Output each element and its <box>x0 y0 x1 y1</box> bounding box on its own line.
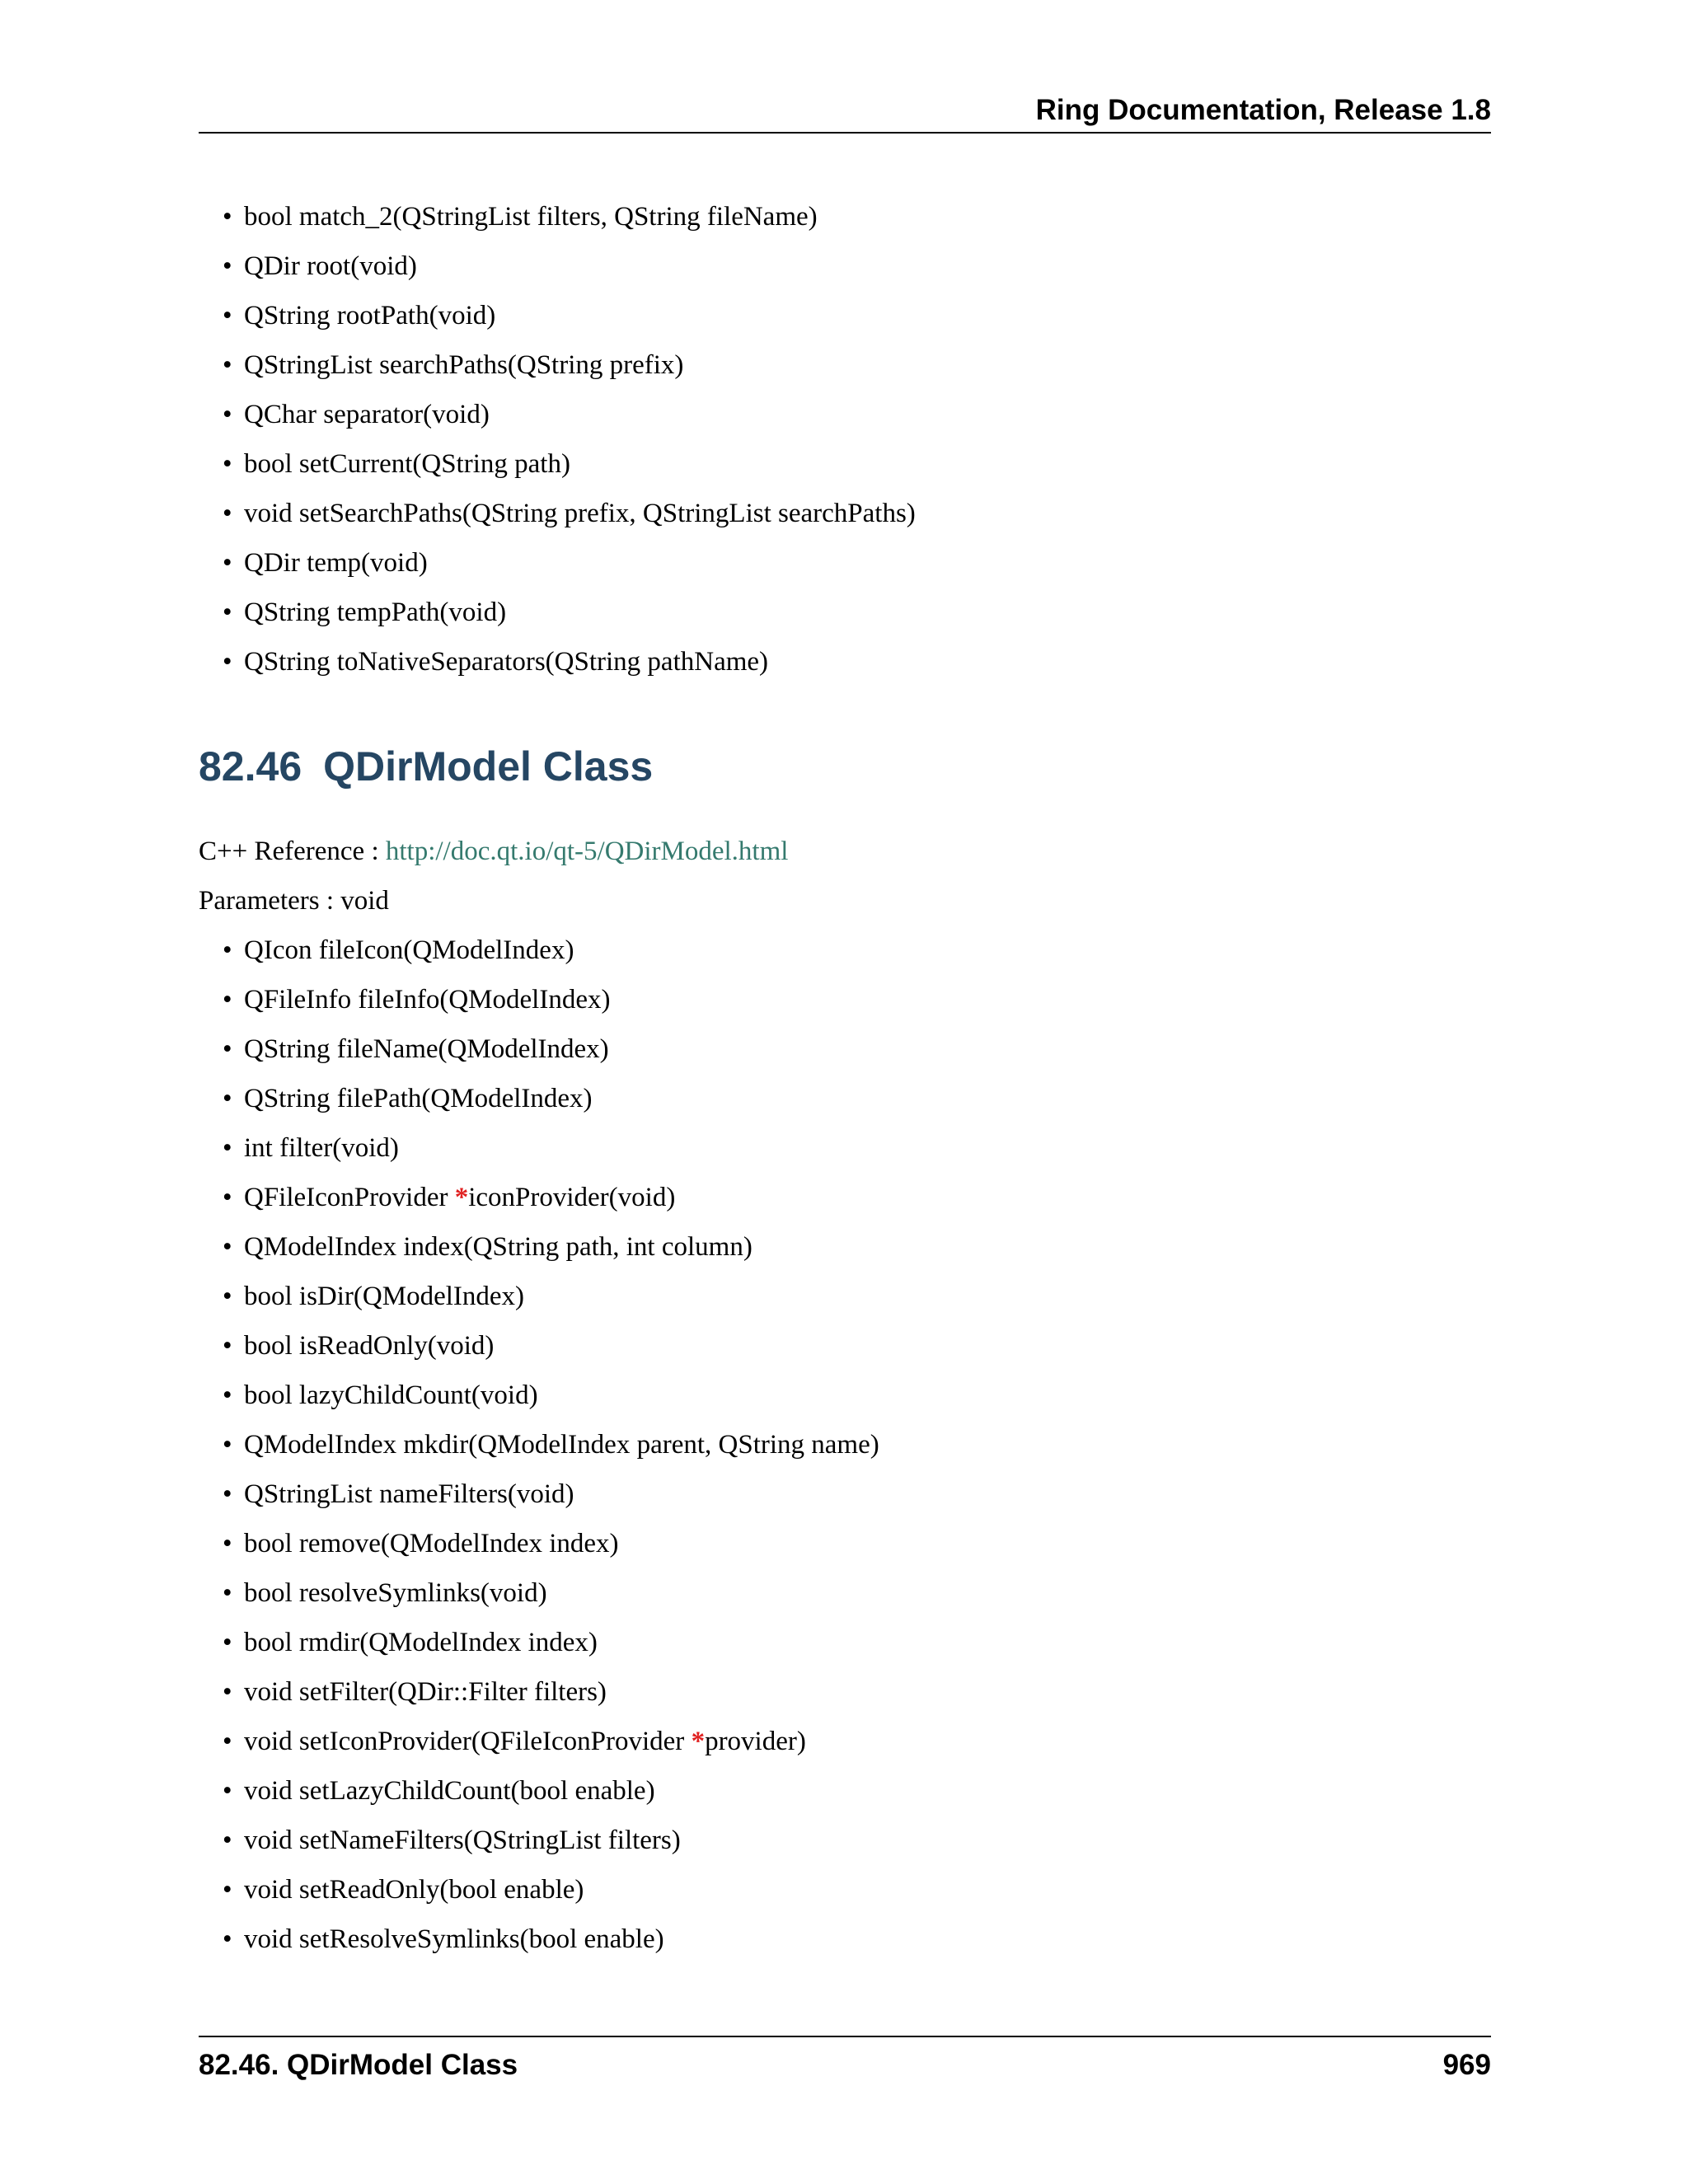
method-signature-part: iconProvider(void) <box>468 1183 676 1212</box>
cpp-reference <box>199 835 788 868</box>
bullet-icon: • <box>223 1331 232 1361</box>
bullet-icon: • <box>223 1875 232 1905</box>
list-item <box>223 645 916 695</box>
method-signature: int filter(void) <box>244 1133 399 1163</box>
method-signature: bool resolveSymlinks(void) <box>244 1578 547 1608</box>
method-signature: bool isDir(QModelIndex) <box>244 1282 525 1311</box>
method-signature: void setResolveSymlinks(bool enable) <box>244 1924 664 1954</box>
method-signature: QString toNativeSeparators(QString pathName) <box>244 647 769 677</box>
method-signature: void setFilter(QDir::Filter filters) <box>244 1677 607 1707</box>
method-signature: bool remove(QModelIndex index) <box>244 1529 619 1558</box>
method-signature-part: void setIconProvider(QFileIconProvider <box>244 1727 692 1756</box>
bullet-icon: • <box>223 1084 232 1113</box>
pointer-star: * <box>691 1727 706 1756</box>
list-item <box>223 398 916 448</box>
bullet-icon: • <box>223 1578 232 1608</box>
list-item <box>223 497 916 546</box>
bullet-icon: • <box>223 548 232 578</box>
list-item <box>223 1428 879 1478</box>
method-signature: QChar separator(void) <box>244 400 490 429</box>
bullet-icon: • <box>223 647 232 677</box>
bullet-icon: • <box>223 1380 232 1410</box>
list-item <box>223 1873 879 1923</box>
bullet-icon: • <box>223 1727 232 1756</box>
method-signature <box>244 1183 675 1212</box>
bullet-icon: • <box>223 1479 232 1509</box>
page-footer <box>199 2036 1491 2087</box>
method-signature: QString filePath(QModelIndex) <box>244 1084 593 1113</box>
list-item <box>223 1082 879 1132</box>
method-signature: QDir temp(void) <box>244 548 428 578</box>
method-signature: void setReadOnly(bool enable) <box>244 1875 584 1905</box>
list-item <box>223 1280 879 1329</box>
list-item <box>223 1577 879 1626</box>
document-title: Ring Documentation, Release 1.8 <box>1035 94 1491 126</box>
pointer-star: * <box>454 1183 469 1212</box>
method-signature: QModelIndex mkdir(QModelIndex parent, QString name) <box>244 1430 879 1460</box>
bullet-icon: • <box>223 1183 232 1212</box>
bullet-icon: • <box>223 1924 232 1954</box>
bullet-icon: • <box>223 1282 232 1311</box>
list-item <box>223 299 916 349</box>
section-title: QDirModel Class <box>323 743 654 790</box>
list-item <box>223 1774 879 1824</box>
method-signature: void setSearchPaths(QString prefix, QStringList searchPaths) <box>244 499 916 528</box>
method-signature: bool setCurrent(QString path) <box>244 449 570 479</box>
section-heading <box>199 742 653 791</box>
method-signature: QString rootPath(void) <box>244 301 496 330</box>
list-item <box>223 1230 879 1280</box>
method-signature: void setNameFilters(QStringList filters) <box>244 1825 681 1855</box>
list-item <box>223 1329 879 1379</box>
method-signature: bool isReadOnly(void) <box>244 1331 495 1361</box>
method-signature: void setLazyChildCount(bool enable) <box>244 1776 655 1806</box>
bullet-icon: • <box>223 1034 232 1064</box>
list-item <box>223 1033 879 1082</box>
section-number: 82.46 <box>199 743 302 790</box>
method-signature: QIcon fileIcon(QModelIndex) <box>244 935 574 965</box>
bullet-icon: • <box>223 1430 232 1460</box>
list-item <box>223 200 916 250</box>
cpp-reference-label: C++ Reference : <box>199 837 386 866</box>
method-signature <box>244 1727 806 1756</box>
list-item <box>223 983 879 1033</box>
method-signature-part: provider) <box>705 1727 806 1756</box>
method-signature: bool lazyChildCount(void) <box>244 1380 538 1410</box>
method-signature: QFileInfo fileInfo(QModelIndex) <box>244 985 611 1015</box>
bullet-icon: • <box>223 985 232 1015</box>
method-signature: bool match_2(QStringList filters, QString fileName) <box>244 202 818 232</box>
list-item <box>223 1379 879 1428</box>
bullet-icon: • <box>223 251 232 281</box>
method-signature: QString fileName(QModelIndex) <box>244 1034 609 1064</box>
bullet-icon: • <box>223 350 232 380</box>
list-item <box>223 1527 879 1577</box>
method-list-qdir <box>223 200 916 695</box>
list-item <box>223 349 916 398</box>
bullet-icon: • <box>223 202 232 232</box>
list-item <box>223 448 916 497</box>
bullet-icon: • <box>223 400 232 429</box>
list-item <box>223 1478 879 1527</box>
bullet-icon: • <box>223 598 232 627</box>
bullet-icon: • <box>223 1133 232 1163</box>
method-signature: QDir root(void) <box>244 251 417 281</box>
bullet-icon: • <box>223 1628 232 1657</box>
parameters-line: Parameters : void <box>199 886 389 916</box>
page-header <box>199 92 1491 134</box>
list-item <box>223 546 916 596</box>
list-item <box>223 934 879 983</box>
list-item <box>223 596 916 645</box>
method-signature: QString tempPath(void) <box>244 598 507 627</box>
list-item <box>223 1923 879 1972</box>
method-signature: QStringList nameFilters(void) <box>244 1479 574 1509</box>
bullet-icon: • <box>223 1825 232 1855</box>
bullet-icon: • <box>223 499 232 528</box>
list-item <box>223 250 916 299</box>
bullet-icon: • <box>223 1232 232 1262</box>
method-signature: QModelIndex index(QString path, int column) <box>244 1232 753 1262</box>
list-item <box>223 1675 879 1725</box>
cpp-reference-link[interactable]: http://doc.qt.io/qt-5/QDirModel.html <box>385 837 789 866</box>
bullet-icon: • <box>223 449 232 479</box>
list-item <box>223 1824 879 1873</box>
method-signature: QStringList searchPaths(QString prefix) <box>244 350 684 380</box>
bullet-icon: • <box>223 301 232 330</box>
footer-section-title: 82.46. QDirModel Class <box>199 2049 518 2081</box>
method-signature-part: QFileIconProvider <box>244 1183 455 1212</box>
bullet-icon: • <box>223 935 232 965</box>
list-item <box>223 1132 879 1181</box>
method-list-qdirmodel <box>223 934 879 1972</box>
method-signature: bool rmdir(QModelIndex index) <box>244 1628 598 1657</box>
list-item <box>223 1181 879 1230</box>
bullet-icon: • <box>223 1529 232 1558</box>
list-item <box>223 1725 879 1774</box>
bullet-icon: • <box>223 1776 232 1806</box>
list-item <box>223 1626 879 1675</box>
page-number: 969 <box>1442 2049 1491 2081</box>
bullet-icon: • <box>223 1677 232 1707</box>
